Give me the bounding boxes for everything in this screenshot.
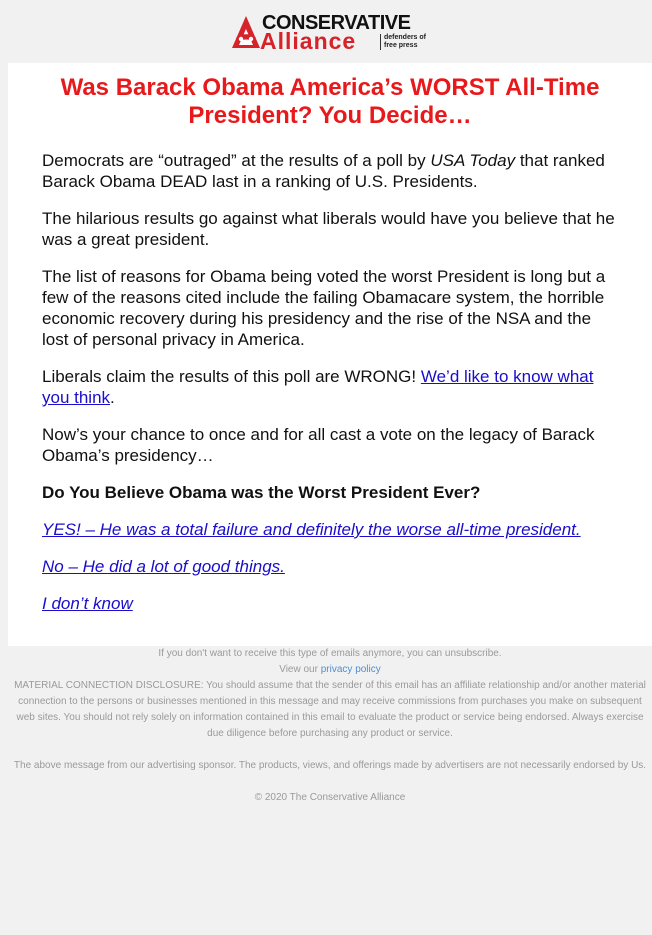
email-header [0,0,652,63]
paragraph-vote: Now’s your chance to once and for all cast a vote on the legacy of Barack Obama’s presidency… [42,425,595,465]
logo-wordmark-top: CONSERVATIVE [262,12,411,34]
email-body-card [8,63,652,646]
article-headline: Was Barack Obama America’s WORST All-Time President? You Decide… [60,74,600,129]
poll-option-no [42,556,622,577]
logo-tagline-line2: free press [384,42,418,49]
email-footer [8,646,652,822]
poll-question: Do You Believe Obama was the Worst President Ever? [42,483,481,502]
material-disclosure: MATERIAL CONNECTION DISCLOSURE: You should assume that the sender of this email has an affiliate relationship and/or another material connection to the persons or businesses mentioned in this message and may receive commissions from purchases you make on subsequent web sites. You should not rely solely on information contained in this email to evaluate the product or service being endorsed. Always exercise due diligence before purchasing any product or service. [14,680,646,739]
paragraph-liberals [42,366,622,408]
copyright-notice: © 2020 The Conservative Alliance [254,792,406,803]
privacy-prefix: View our [279,664,321,675]
know-what-you-think-link[interactable]: We’d like to know what you think [42,367,594,407]
paragraph-liberals-text: Liberals claim the results of this poll are WRONG! [42,367,421,386]
poll-option-dont-know [42,593,622,614]
paragraph-reasons: The list of reasons for Obama being voted the worst President is long but a few of the reasons cited include the failing Obamacare system, the horrible economic recovery during his presidency and the rise of the NSA and the lost of personal privacy in America. [42,267,606,349]
paragraph-results: The hilarious results go against what liberals would have you believe that he was a great president. [42,209,615,249]
vote-no-link[interactable]: No – He did a lot of good things. [42,557,285,576]
paragraph-poll-end: that ranked Barack Obama DEAD last in a ranking of U.S. Presidents. [42,151,605,191]
paragraph-poll [42,150,622,192]
paragraph-liberals-end: . [110,388,115,407]
conservative-alliance-logo[interactable] [230,12,430,54]
poll-option-yes [42,519,622,540]
article-body [42,150,622,630]
usa-today-name: USA Today [430,151,516,170]
vote-dont-know-link[interactable]: I don’t know [42,594,133,613]
sponsor-notice: The above message from our advertising sponsor. The products, views, and offerings made by advertisers are not necessarily endorsed by Us. [13,760,647,771]
logo-tagline-line1: defenders of [384,34,427,41]
privacy-policy-link[interactable]: privacy policy [320,664,381,675]
unsubscribe-notice: If you don't want to receive this type of emails anymore, you can unsubscribe. [158,648,502,659]
logo-tagline [380,34,434,50]
privacy-line [8,662,652,678]
paragraph-poll-start: Democrats are “outraged” at the results of a poll by [42,151,431,170]
vote-yes-link[interactable]: YES! – He was a total failure and definitely the worse all-time president. [42,520,581,539]
logo-wordmark-bottom: Alliance [260,28,357,54]
